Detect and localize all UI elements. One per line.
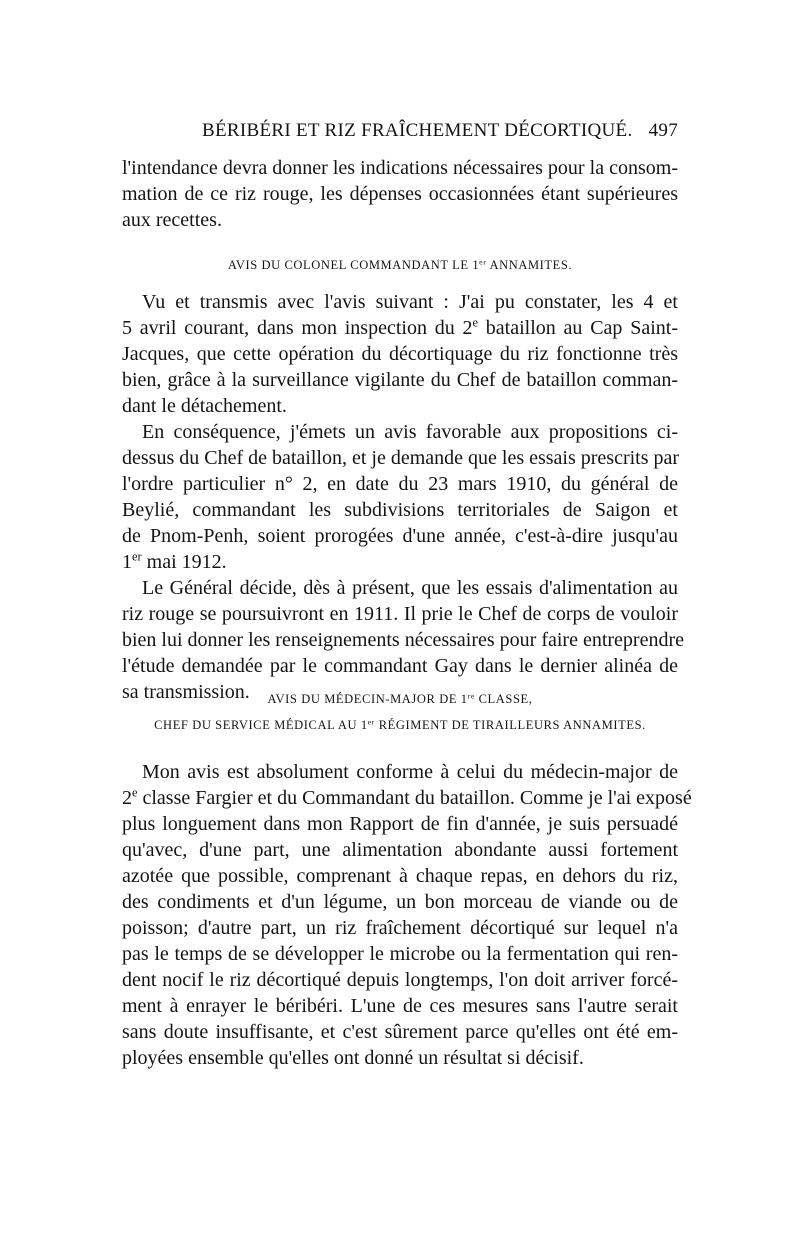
- text-line: sans doute insuffisante, et c'est sûrement parce qu'elles ont été em-: [122, 1021, 678, 1043]
- section-heading-medecin-line1: AVIS DU MÉDECIN-MAJOR DE 1re CLASSE,: [267, 691, 533, 706]
- text-line: Vu et transmis avec l'avis suivant : J'ai pu constater, les 4 et: [142, 291, 678, 313]
- text-line: bien, grâce à la surveillance vigilante du Chef de bataillon comman-: [122, 369, 678, 391]
- text-line: plus longuement dans mon Rapport de fin d'année, je suis persuadé: [122, 813, 678, 835]
- text-line: mation de ce riz rouge, les dépenses occasionnées étant supérieures: [122, 183, 678, 205]
- text-line: des condiments et d'un légume, un bon morceau de viande ou de: [122, 891, 678, 913]
- text-line: l'étude demandée par le commandant Gay dans le dernier alinéa de: [122, 655, 678, 677]
- running-head: [122, 116, 678, 146]
- text-line: riz rouge se poursuivront en 1911. Il prie le Chef de corps de vouloir: [122, 603, 678, 625]
- page-number: 497: [648, 120, 678, 141]
- text-line: l'intendance devra donner les indications nécessaires pour la consom-: [122, 157, 678, 179]
- text-line: sa transmission.: [122, 681, 250, 703]
- text-line: 2e classe Fargier et du Commandant du bataillon. Comme je l'ai exposé: [122, 785, 692, 809]
- text-line: poisson; d'autre part, un riz fraîchement décortiqué sur lequel n'a: [122, 917, 678, 939]
- running-title: BÉRIBÉRI ET RIZ FRAÎCHEMENT DÉCORTIQUÉ.: [202, 120, 633, 141]
- text-line: ployées ensemble qu'elles ont donné un résultat si décisif.: [122, 1047, 584, 1069]
- text-line: ment à enrayer le béribéri. L'une de ces mesures sans l'autre serait: [122, 995, 678, 1017]
- text-line: qu'avec, d'une part, une alimentation abondante aussi fortement: [122, 839, 678, 861]
- text-line: dent nocif le riz décortiqué depuis longtemps, l'on doit arriver forcé-: [122, 969, 678, 991]
- section-heading-medecin-line2: CHEF DU SERVICE MÉDICAL AU 1er RÉGIMENT DE TIRAILLEURS ANNAMITES.: [154, 717, 646, 732]
- text-line: pas le temps de se développer le microbe ou la fermentation qui ren-: [122, 943, 678, 965]
- text-line: dant le détachement.: [122, 395, 287, 417]
- text-line: l'ordre particulier n° 2, en date du 23 mars 1910, du général de: [122, 473, 678, 495]
- text-line: Beylié, commandant les subdivisions territoriales de Saigon et: [122, 499, 678, 521]
- text-line: 5 avril courant, dans mon inspection du 2e bataillon au Cap Saint-: [122, 315, 678, 339]
- text-line: de Pnom-Penh, soient prorogées d'une année, c'est-à-dire jusqu'au: [122, 525, 678, 547]
- text-line: bien lui donner les renseignements nécessaires pour faire entreprendre: [122, 629, 684, 651]
- text-line: dessus du Chef de bataillon, et je demande que les essais prescrits par: [122, 447, 680, 469]
- text-line: Mon avis est absolument conforme à celui du médecin-major de: [142, 761, 678, 783]
- section-heading-colonel: AVIS DU COLONEL COMMANDANT LE 1er ANNAMITES.: [227, 257, 573, 272]
- text-line: aux recettes.: [122, 209, 222, 231]
- text-line: Jacques, que cette opération du décortiquage du riz fonctionne très: [122, 343, 678, 365]
- text-line: En conséquence, j'émets un avis favorable aux propositions ci-: [142, 421, 678, 443]
- text-line: azotée que possible, comprenant à chaque repas, en dehors du riz,: [122, 865, 678, 887]
- text-line: 1er mai 1912.: [122, 549, 227, 573]
- text-line: Le Général décide, dès à présent, que les essais d'alimentation au: [142, 577, 678, 599]
